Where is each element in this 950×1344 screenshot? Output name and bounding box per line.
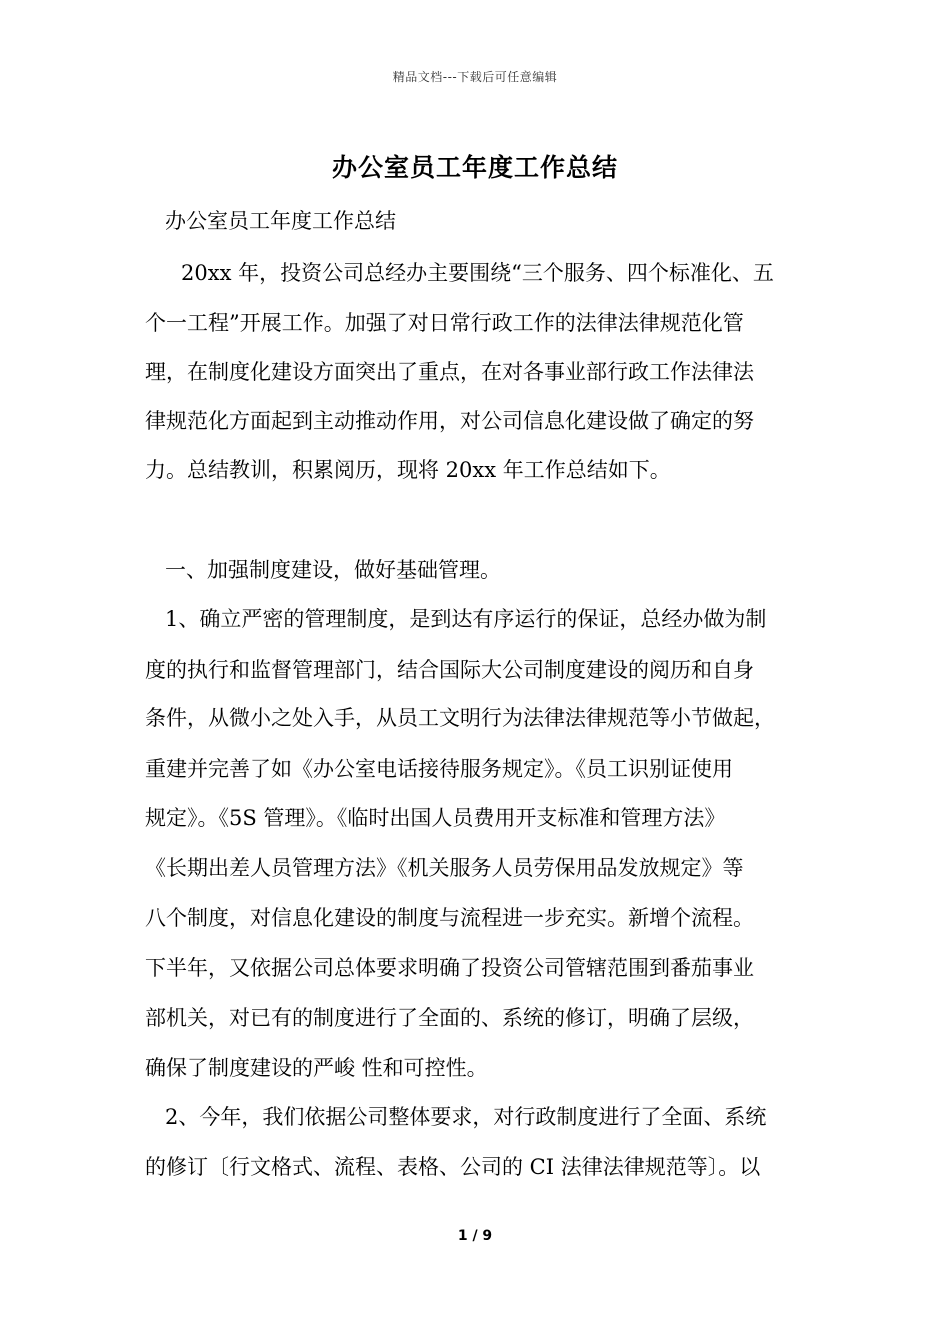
paragraph-line: 条件，从微小之处入手，从员工文明行为法律法律规范等小节做起，: [145, 706, 775, 730]
paragraph-line: 的修订〔行文格式、流程、表格、公司的 CI 法律法律规范等〕。以: [145, 1155, 761, 1179]
page-header-note: 精品文档---下载后可任意编辑: [392, 70, 558, 84]
document-title: 办公室员工年度工作总结: [331, 153, 618, 182]
paragraph-line: 八个制度，对信息化建设的制度与流程进一步充实。新增个流程。: [145, 906, 754, 930]
subtitle-line: 办公室员工年度工作总结: [165, 209, 396, 233]
paragraph-line: 度的执行和监督管理部门，结合国际大公司制度建设的阅历和自身: [145, 658, 754, 682]
paragraph-line: 下半年，又依据公司总体要求明确了投资公司管辖范围到番茄事业: [145, 956, 754, 980]
paragraph-line: 力。总结教训，积累阅历，现将 20xx 年工作总结如下。: [145, 458, 671, 482]
paragraph-line: 20xx 年，投资公司总经办主要围绕“三个服务、四个标准化、五: [181, 261, 774, 285]
paragraph-line: 律规范化方面起到主动推动作用，对公司信息化建设做了确定的努: [145, 409, 754, 433]
paragraph-line: 重建并完善了如《办公室电话接待服务规定》。《员工识别证使用: [145, 757, 733, 781]
paragraph-line: 《长期出差人员管理方法》《机关服务人员劳保用品发放规定》等: [145, 856, 744, 880]
paragraph-line: 部机关，对已有的制度进行了全面的、系统的修订，明确了层级，: [145, 1006, 754, 1030]
paragraph-line: 2、今年，我们依据公司整体要求，对行政制度进行了全面、系统: [165, 1105, 767, 1129]
section-heading: 一、加强制度建设，做好基础管理。: [165, 558, 501, 582]
paragraph-line: 确保了制度建设的严峻 性和可控性。: [145, 1056, 488, 1080]
paragraph-line: 规定》。《5S 管理》。《临时出国人员费用开支标准和管理方法》: [145, 806, 726, 830]
page-number: 1 / 9: [457, 1228, 493, 1244]
paragraph-line: 理，在制度化建设方面突出了重点，在对各事业部行政工作法律法: [145, 360, 754, 384]
paragraph-line: 1、确立严密的管理制度，是到达有序运行的保证，总经办做为制: [165, 607, 767, 631]
paragraph-line: 个一工程”开展工作。加强了对日常行政工作的法律法律规范化管: [145, 311, 744, 335]
